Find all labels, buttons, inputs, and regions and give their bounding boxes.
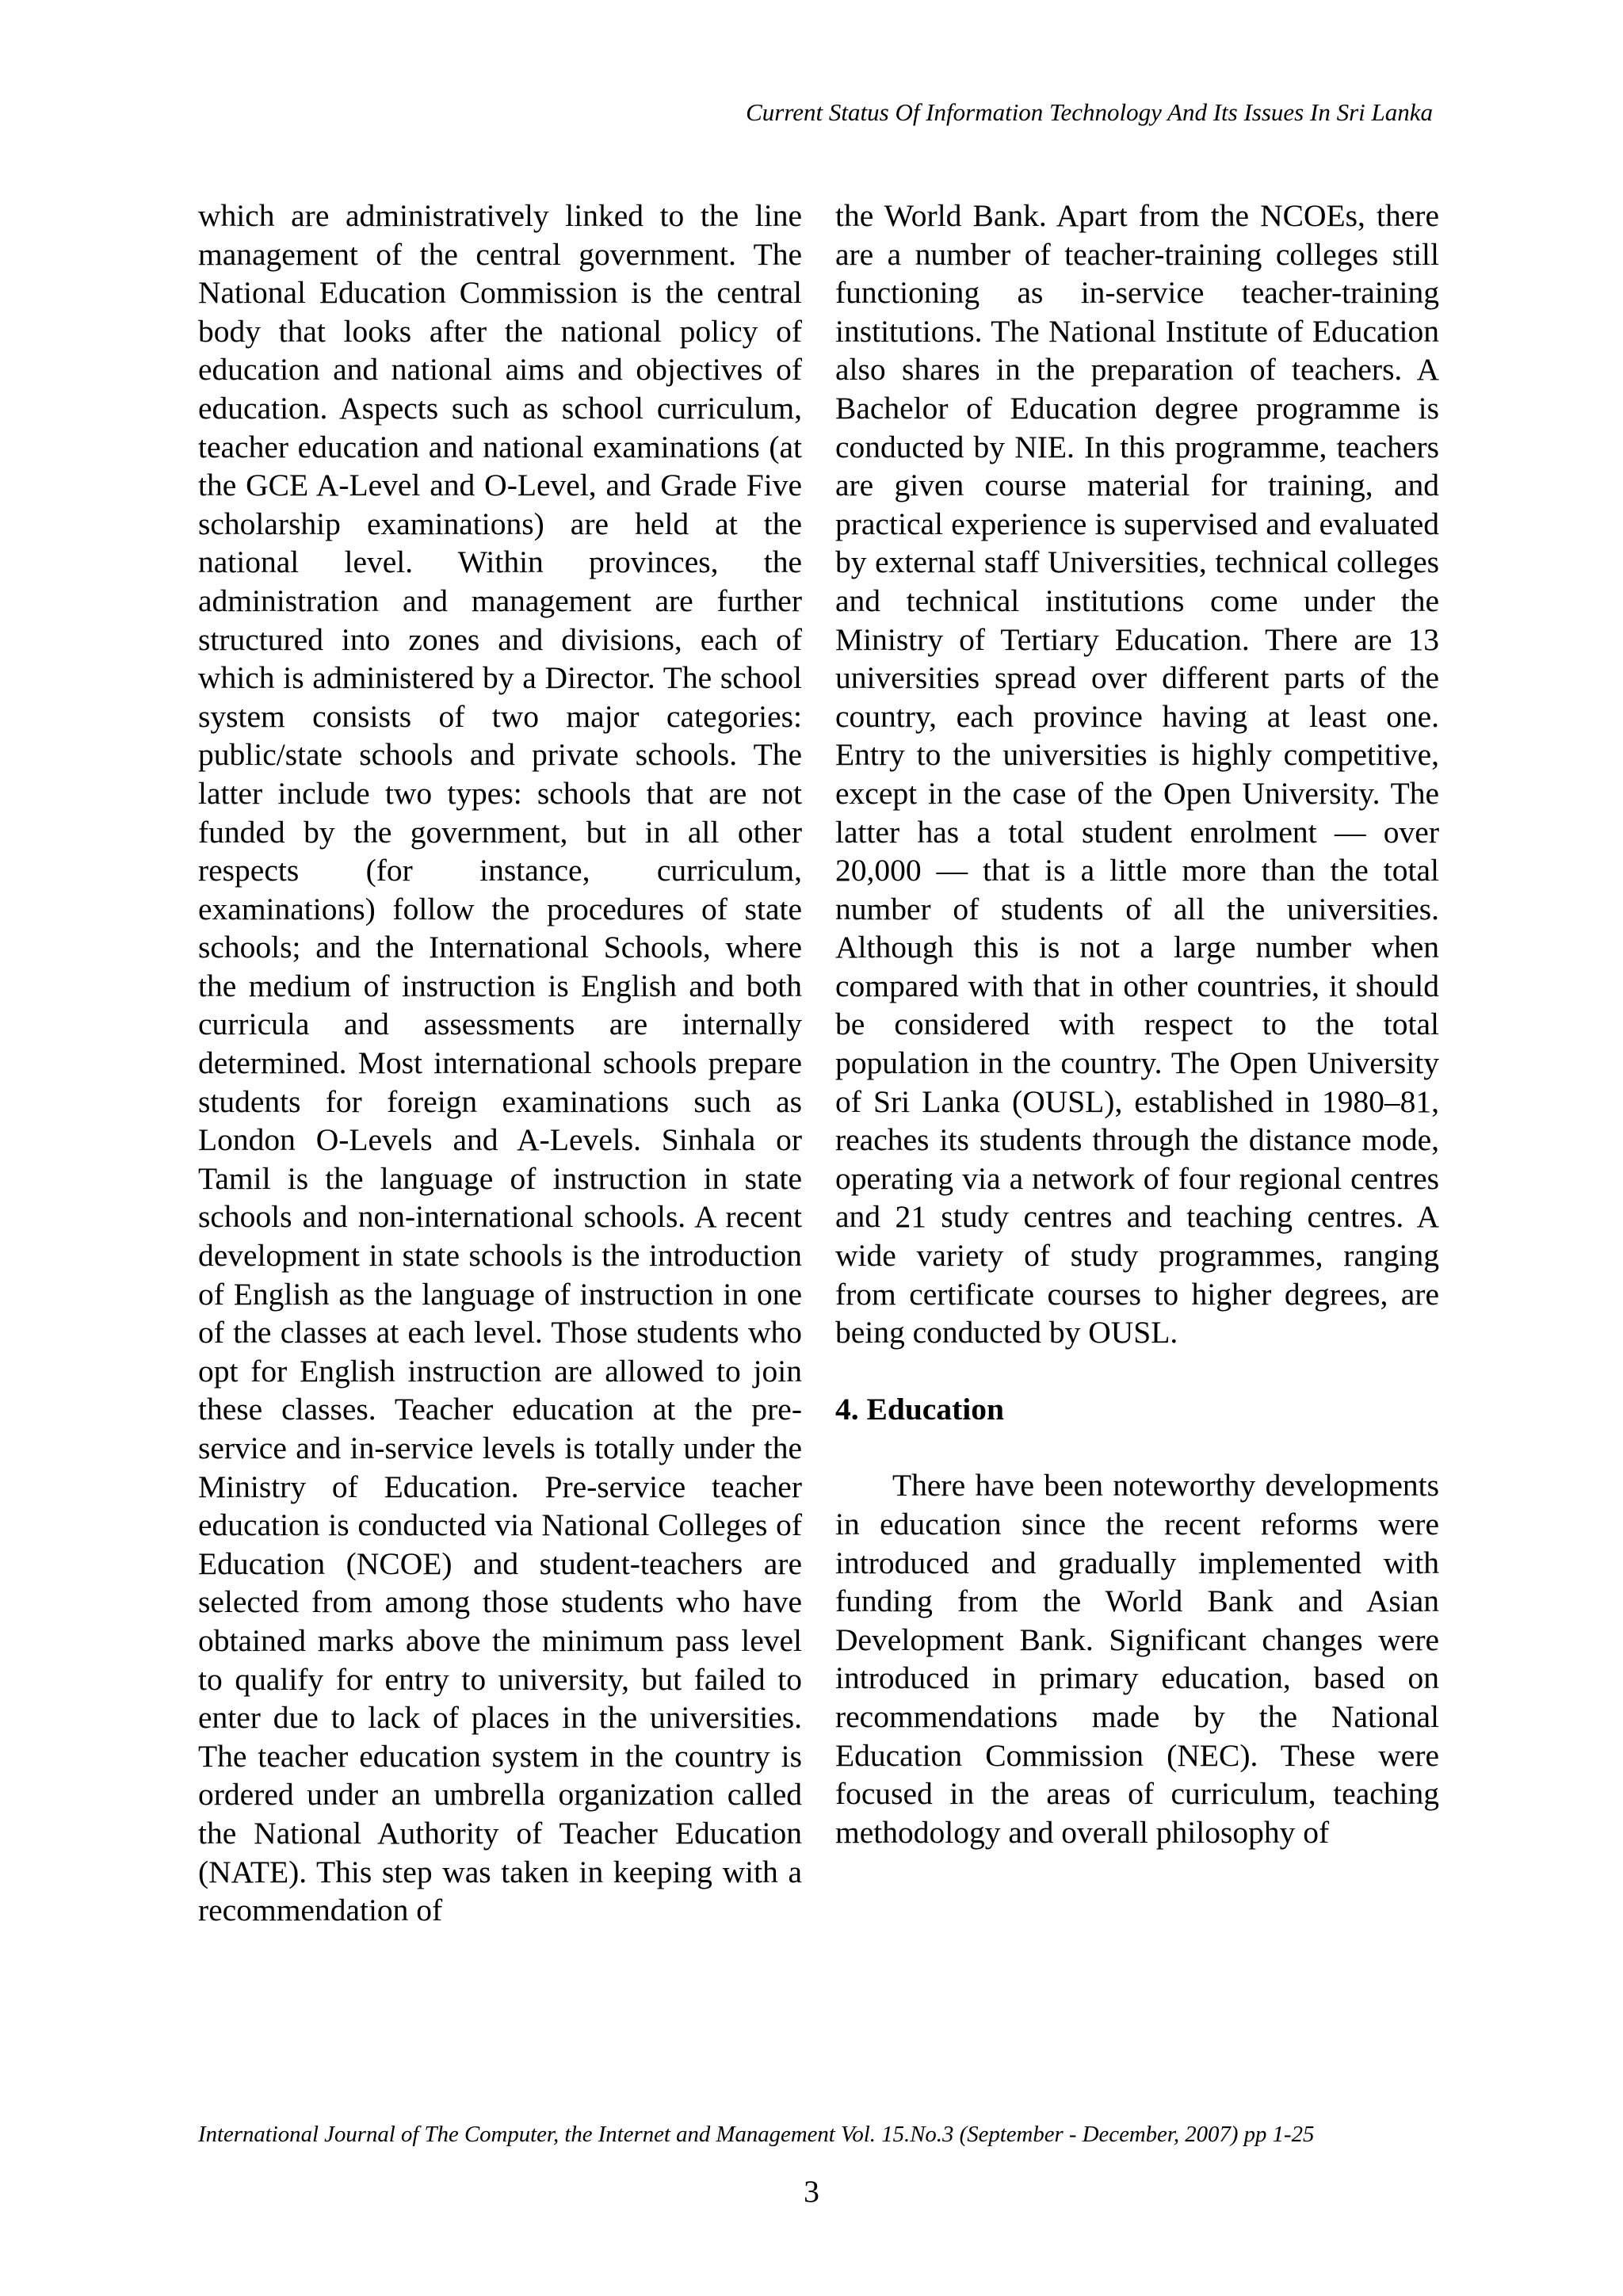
journal-citation-footer: International Journal of The Computer, the Internet and Management Vol. 15.No.3 (September - December, 2007) pp 1-25 — [198, 2122, 1315, 2147]
running-header-title: Current Status Of Information Technology And Its Issues In Sri Lanka — [746, 98, 1433, 126]
section-heading: 4. Education — [835, 1391, 1004, 1427]
right-text-column — [835, 197, 1439, 1851]
body-paragraph: the World Bank. Apart from the NCOEs, there are a number of teacher-training colleges still functioning as in-service teacher-training institutions. The National Institute of Education also shares in the preparation of teachers. A Bachelor of Education degree programme is conducted by NIE. In this programme, teachers are given course material for training, and practical experience is supervised and evaluated by external staff Universities, technical colleges and technical institutions come under the Ministry of Tertiary Education. There are 13 universities spread over different parts of the country, each province having at least one. Entry to the universities is highly competitive, except in the case of the Open University. The latter has a total student enrolment — over 20,000 — that is a little more than the total number of students of all the universities. Although this is not a large number when compared with that in other countries, it should be considered with respect to the total population in the country. The Open University of Sri Lanka (OUSL), established in 1980–81, reaches its students through the distance mode, operating via a network of four regional centres and 21 study centres and teaching centres. A wide variety of study programmes, ranging from certificate courses to higher degrees, are being conducted by OUSL. — [835, 198, 1439, 1350]
left-text-column — [198, 197, 802, 1930]
body-paragraph: There have been noteworthy developments in education since the recent reforms were introduced and gradually implemented with funding from the World Bank and Asian Development Bank. Significant changes were introduced in primary education, based on recommendations made by the National Education Commission (NEC). These were focused in the areas of curriculum, teaching methodology and overall philosophy of — [835, 1468, 1439, 1850]
body-paragraph: which are administratively linked to the line management of the central government. The National Education Commission is the central body that looks after the national policy of education and national aims and objectives of education. Aspects such as school curriculum, teacher education and national examinations (at the GCE A-Level and O-Level, and Grade Five scholarship examinations) are held at the national level. Within provinces, the administration and management are further structured into zones and divisions, each of which is administered by a Director. The school system consists of two major categories: public/state schools and private schools. The latter include two types: schools that are not funded by the government, but in all other respects (for instance, curriculum, examinations) follow the procedures of state schools; and the International Schools, where the medium of instruction is English and both curricula and assessments are internally determined. Most international schools prepare students for foreign examinations such as London O-Levels and A-Levels. Sinhala or Tamil is the language of instruction in state schools and non-international schools. A recent development in state schools is the introduction of English as the language of instruction in one of the classes at each level. Those students who opt for English instruction are allowed to join these classes. Teacher education at the pre-service and in-service levels is totally under the Ministry of Education. Pre-service teacher education is conducted via National Colleges of Education (NCOE) and student-teachers are selected from among those students who have obtained marks above the minimum pass level to qualify for entry to university, but failed to enter due to lack of places in the universities. The teacher education system in the country is ordered under an umbrella organization called the National Authority of Teacher Education (NATE). This step was taken in keeping with a recommendation of — [198, 198, 802, 1928]
page-number: 3 — [804, 2174, 819, 2209]
